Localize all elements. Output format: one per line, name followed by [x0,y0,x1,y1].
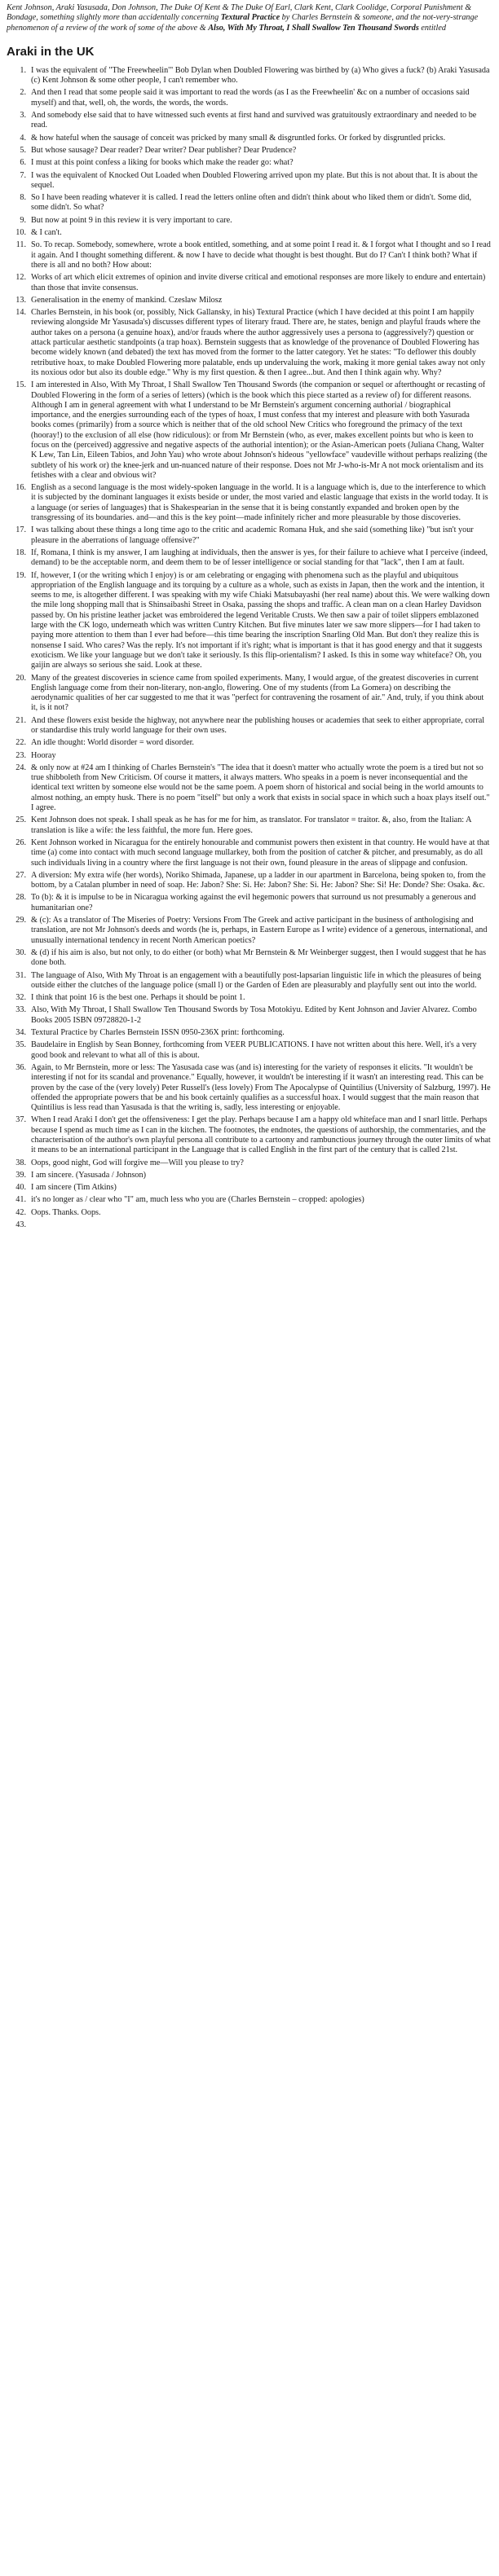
list-item [7,1005,491,1026]
item-number: 10. [15,228,26,238]
item-text: it's no longer as / clear who "I" am, much less who you are (Charles Bernstein – cropped: apologies) [31,1195,364,1205]
list-item [7,916,491,946]
item-text: English as a second language is the most widely-spoken language in the world. It is a language which is, due to the interference to which it is subjected by the dominant languages it exists beside or under, the most varied and elastic language that exists in the world today. It is a language (or series of languages) that is Shakespearian in the sense that it is being constantly expanded and broken open by the transgressing of its boundaries. and—and this is the key point—made infinitely richer and more pleasurable by those discoveries. [31,483,488,523]
item-number: 22. [15,738,26,748]
item-number: 4. [20,133,26,143]
item-number: 28. [15,893,26,903]
item-number: 40. [15,1183,26,1193]
item-number: 23. [15,750,26,760]
intro-title-textural-practice: Textural Practice [220,13,280,23]
item-text: Baudelaire in English by Sean Bonney, forthcoming from VEER PUBLICATIONS. I have not written about this here. Well, it's a very good book and relevant to what all of this is about. [31,1040,477,1060]
item-number: 37. [15,1115,26,1125]
item-number: 29. [15,916,26,925]
item-number: 9. [20,215,26,225]
list-item [7,273,491,293]
list-item [7,1171,491,1180]
item-text: I was the equivalent of "The Freewheelin'" Bob Dylan when Doubled Flowering was birthed by (a) Who gives a fuck? (b) Araki Yasusada (c) Kent Johnson & some other people, I can't remember who. [31,65,490,86]
list-item [7,1195,491,1205]
list-item [7,1028,491,1038]
intro-suffix: entitled [418,23,446,33]
item-text: A diversion: My extra wife (her words), Noriko Shimada, Japanese, up a ladder in our apartment in Barcelona, being spoken to, from the bottom, by a Catalan plumber in need of soap. He: Jabon? She: Si. He: Jabon? She: Si. He: Jabon? She: Si! He: Donde? She: Osaka. &c. [31,870,486,890]
list-item [7,308,491,378]
item-text: To (b): & it is impulse to be in Nicaragua working against the evil hegemonic powers that surround us not presumably a generous and humanitarian one? [31,893,476,912]
item-text: Works of art which elicit extremes of opinion and invite diverse critical and emotional responses are more likely to endure and entertain) than those that invite consensus. [31,273,486,292]
item-number: 5. [20,145,26,155]
list-item [7,548,491,569]
item-text: Generalisation in the enemy of mankind. Czeslaw Milosz [31,295,223,305]
item-text: Many of the greatest discoveries in science came from spoiled experiments. Many, I would argue, of the greatest discoveries in current English language come from their non-literary, non-anglo, flowering. One of my students (from La Gomera) on describing the aerodynamic qualities of her car suggested to me that it was "perfect for contravening the rosament of air." And, truly, if you think about it, is it not? [31,673,484,713]
item-text: If, however, I (or the writing which I enjoy) is or am celebrating or engaging with phenomena such as the playful and ubiquitous appropriation of the English language and its torquing by a culture as a whole, such as exists in Japan, then the work and the intention, it seems to me, is altogether different. I was speaking with my wife Chiaki Matsubayashi (her real name) about this. We were walking down the mile long shopping mall that is Shinsaibashi Street in Osaka, passing the shops and traffic. A clean man on a clean Harley Davidson passed by. On his pristine leather jacket was embroidered the legend Veritable Crusts. We then saw a pair of toilet slippers emblazoned large with the CK logo, underneath which was written Cuntry Kitchen. But five minutes later we saw more slippers—for I had taken to paying more attention to them than I ever had before—this time bearing the inscription Snarling Old Man. But don't they realize this is nonsense I said. Who cares? Was the reply. It's not important if it's right; what is important is that it has good energy and that it suggests exoticism. We like your language but we don't take it seriously. Is this flip-orientalism? I asked. Is this in some way whiteface? Oh, you gaijin are always so serious she said. Look at these. [31,570,490,670]
item-text: An idle thought: World disorder = word disorder. [31,738,194,748]
item-number: 16. [15,483,26,493]
item-number: 3. [20,111,26,121]
list-item [7,1158,491,1168]
item-number: 17. [15,525,26,535]
item-number: 18. [15,547,26,557]
item-text: Textural Practice by Charles Bernstein ISSN 0950-236X print: forthcoming. [31,1028,285,1038]
list-item [7,171,491,191]
list-item [7,815,491,836]
list-item [7,483,491,523]
item-text: And then I read that some people said it was important to read the words (as I as the Freewheelin' &c on a number of occasions said myself) and that, well, oh, the words, the words, the words. [31,88,470,108]
list-item [7,763,491,813]
item-text: I am sincere (Tim Atkins) [31,1183,117,1193]
item-text: Kent Johnson does not speak. I shall speak as he has for me for him, as translator. For translator = traitor. &, also, from the Italian: A translation is like a wife: the less faithful, the more fun. Here goes. [31,815,471,835]
article-page [7,3,491,2571]
item-number: 13. [15,295,26,305]
item-text: I am sincere. (Yasusada / Johnson) [31,1170,146,1180]
item-text: So I have been reading whatever it is called. I read the letters online often and didn't think about who liked them or didn't. Some did, some didn't. So what? [31,193,472,213]
item-text: Hooray [31,750,56,760]
list-item [7,66,491,86]
list-item [7,893,491,913]
item-text: & only now at #24 am I thinking of Charles Bernstein's "The idea that it doesn't matter who actually wrote the poem is a tired but not so true shibboleth from New Criticism. Of course it matters, it always matters. Who speaks in a poem is never inconsequential and the identical text written by someone else would not be the same poem. A poem shorn of historical and social being in the world amounts to almost nothing, an empty husk. There is no poem "itself" but only a work that exists in social space in which such a hoax plays itself out." I agree. [31,763,490,813]
list-item [7,838,491,868]
list-item [7,228,491,238]
item-number: 33. [15,1005,26,1015]
item-text: So. To recap. Somebody, somewhere, wrote a book entitled, something, and at some point I read it. & I forgot what I thought and so I read it again. And I thought something different. & now I have to decide what thought is best thought. But do I? Can't I think both? What if there is all and no both? How about: [31,240,491,270]
list-item [7,1208,491,1218]
item-text: But whose sausage? Dear reader? Dear writer? Dear publisher? Dear Prudence? [31,145,297,155]
list-item [7,296,491,306]
item-number: 38. [15,1158,26,1167]
list-item [7,240,491,270]
item-number: 41. [15,1195,26,1205]
list-item [7,993,491,1003]
item-number: 24. [15,763,26,772]
item-number: 7. [20,170,26,180]
list-item [7,158,491,168]
list-item [7,134,491,143]
item-number: 43. [15,1220,26,1230]
item-number: 8. [20,193,26,203]
item-text: & how hateful when the sausage of conceit was pricked by many small & disgruntled forks. Or forked by disgruntled pricks. [31,133,446,143]
item-text: & (d) if his aim is also, but not only, to do either (or both) what Mr Bernstein & Mr Weinberger suggest, then I would suggest that he has done both. [31,947,487,968]
list-item [7,948,491,969]
item-number: 35. [15,1040,26,1050]
item-text: But now at point 9 in this review it is very important to care. [31,215,232,225]
item-text: The language of Also, With My Throat is an engagement with a beautifully post-lapsarian linguistic life in which the pleasures of being outside either the clutches of the language police (small l) or the Garden of Eden are pleasurably and playfully sent out into the world. [31,970,482,990]
item-text: & (c): As a translator of The Miseries of Poetry: Versions From The Greek and active participant in the business of anthologising and translation, are not Mr Johnson's deeds and words (he is, perhaps, in Eastern Europe as I write) evidence of a generous, international, and unusually international tendency in recent North American poetics? [31,916,488,945]
item-number: 34. [15,1028,26,1038]
item-text: Oops, good night, God will forgive me—Will you please to try? [31,1158,244,1167]
list-item [7,380,491,481]
item-text: And these flowers exist beside the highway, not anywhere near the publishing houses or academies that seek to either appropriate, corral or standardise this truly world language for their own uses. [31,715,485,735]
item-text: When I read Araki I don't get the offensiveness: I get the play. Perhaps because I am a happy old whiteface man and I snarl little. Perhaps because I spend as much time as I can in the kitchen. The footnotes, the endnotes, the questions of authorship, the commentaries, and the characterisation of the author's own playful persona all contribute to a cartoony and rambunctious journey through the outer limits of what it means to be an international participant in the Language that is called English in the first part of the century that is called 21st. [31,1115,491,1155]
intro-paragraph [7,3,491,33]
list-item [7,571,491,671]
item-text: I think that point 16 is the best one. Perhaps it should be point 1. [31,993,245,1003]
intro-middle: by Charles Bernstein & someone, and the not-very-strange phenomenon of a review of the work of some of the above & [7,13,479,33]
item-number: 6. [20,158,26,168]
item-number: 36. [15,1062,26,1072]
item-text: Charles Bernstein, in his book (or, possibly, Nick Gallansky, in his) Textural Practice (which I have decided at this point I am happily reviewing alongside Mr Yasusada's) discusses different types of literary fraud. There are, he states, benign and playful frauds where the author takes on a persona (a genuine hoax), and/or frauds where the author aggressively uses a persona to (aggressively?) question or attack particular aesthetic standpoints (a trap hoax). Bernstein suggests that as knowledge of the provenance of Doubled Flowering has become widely known (and debated) the text has moved from the former to the latter category. Yet he states: "To deflower this doubly retributive hoax, to make Doubled Flowering more palatable, ends up undervaluing the work, making it more genial takes away not only its noxious odor but also its double edge." Why is my first question. & then I agree...but. And then I think again why. Why? [31,308,486,377]
item-text: And somebody else said that to have witnessed such events at first hand and survived was gratuitously extraordinary and needed to be read. [31,111,477,130]
list-item [7,193,491,213]
item-text: I must at this point confess a liking for books which make the reader go: what? [31,158,294,168]
item-number: 20. [15,673,26,683]
item-number: 15. [15,380,26,390]
item-text: Also, With My Throat, I Shall Swallow Ten Thousand Swords by Tosa Motokiyu. Edited by Kent Johnson and Javier Alvarez. Combo Books 2005 ISBN 09728820-1-2 [31,1005,477,1025]
item-number: 21. [15,715,26,725]
list-item [7,1040,491,1061]
list-item [7,716,491,736]
list-item [7,971,491,991]
item-number: 25. [15,815,26,825]
list-item [7,751,491,761]
item-number: 30. [15,947,26,957]
item-text: Kent Johnson worked in Nicaragua for the entirely honourable and communist powers then existent in that country. He would have at that time (a) come into contact with much second language mullarkey, both from the position of catcher & pitcher, and presumably, as do all such individuals living in a country where the first language is not their own, found pleasure in the areas of slippage and confusion. [31,837,490,868]
item-number: 14. [15,308,26,318]
item-number: 26. [15,837,26,847]
item-number: 19. [15,570,26,580]
item-number: 11. [15,240,26,250]
list-item [7,738,491,748]
item-number: 2. [20,88,26,98]
list-item [7,871,491,891]
list-item [7,146,491,156]
item-number: 39. [15,1170,26,1180]
item-text: Again, to Mr Bernstein, more or less: The Yasusada case was (and is) interesting for the variety of responses it elicits. "It wouldn't be interesting if not for its scandal and provenance." Equally, however, it wouldn't be interesting if it wasn't an interesting read. This can be proven by the case of the (very lovely) Peter Russell's (less lovely) From The Apocalypse of Quintilius (University of Salzburg, 1997). He offended the appropriate powers that be and his book certainly qualifies as a successful hoax. I would suggest that the main reason that Quintilius is less read than Yasusada is that the writing is, sadly, less interesting or enjoyable. [31,1062,491,1113]
list-item [7,674,491,714]
item-text: & I can't. [31,228,62,238]
item-text: I am interested in Also, With My Throat, I Shall Swallow Ten Thousand Swords (the companion or sequel or afterthought or recasting of Doubled Flowering in the form of a series of letters) (which is the book which this piece started as a review of) for different reasons. Although I am in general agreement with what I understand to be Mr Bernstein's argument concerning authorial / biographical importance, and the energies surrounding each of the types of hoax, I must confess that my interest and pleasure with both Yasurada books comes (primarily) from a source which is neither that of the old school New Critics who foreground the primacy of the text (hooray!) to the exclusion of all else (how ridiculous): or from Mr Bernstein (who, as ever, makes excellent points but who is keen to focus on the (perceived) aggressive and negative aspects of the authorial intention); or the Asian-American poets (Juliana Chang, Walter K Lew, Tan Lin, Eileen Tabios, and John Yau) who wrote about Johnson's hideous "yellowface" vaudeville without perhaps realizing (the subtlety of his work or) the knee-jerk and un-nuanced nature of their response. Does not Mr J-who-is-Mr A not mock orientalism and its fetishes with a clear and obvious wit? [31,380,488,480]
numbered-list [7,65,491,1230]
item-text: Oops. Thanks. Oops. [31,1207,101,1217]
item-text: If, Romana, I think is my answer, I am laughing at individuals, then the answer is yes, for their failure to achieve what I perceive (indeed, demand) to be the acceptable norm, and deem them to be of lesser intelligence or social standing for that "lack", then I am at fault. [31,547,488,568]
item-text: I was talking about these things a long time ago to the critic and academic Romana Huk, and she said (something like) "but isn't your pleasure in the aberrations of language offensive?" [31,525,474,545]
list-item [7,216,491,226]
item-number: 12. [15,273,26,283]
list-item [7,88,491,108]
intro-prefix: Kent Johnson, Araki Yasusada, Don Johnson, The Duke Of Kent & The Duke Of Earl, Clark Kent, Clark Coolidge, Corporal Punishment & Bondage, something slightly more than accidentally concerning [7,3,472,23]
list-item [7,525,491,546]
item-number: 32. [15,993,26,1003]
intro-title-also-with-my-throat: Also, With My Throat, I Shall Swallow Ten Thousand Swords [208,23,419,33]
item-number: 27. [15,870,26,880]
page-title: Araki in the UK [7,44,95,59]
list-item [7,1183,491,1193]
list-item [7,1063,491,1113]
item-number: 1. [20,65,26,75]
list-item [7,1115,491,1155]
item-text: I was the equivalent of Knocked Out Loaded when Doubled Flowering arrived upon my plate. But this is not about that. It is about the sequel. [31,170,478,190]
item-number: 31. [15,970,26,980]
item-number: 42. [15,1207,26,1217]
list-item [7,111,491,131]
